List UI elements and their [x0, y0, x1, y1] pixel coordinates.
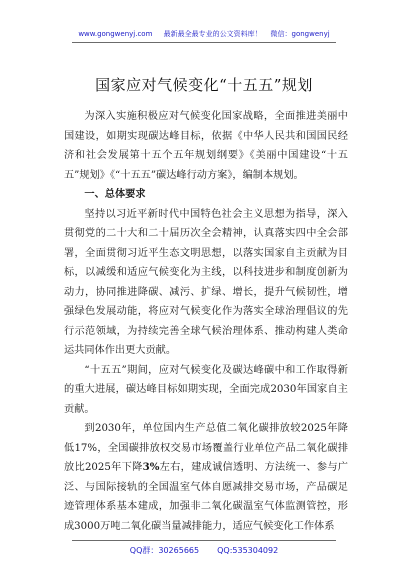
page-header	[0, 30, 408, 39]
document-body	[64, 107, 348, 536]
period-paragraph: “十五五”期间，应对气候变化及碳达峰碳中和工作取得新的重大进展，碳达峰目标如期实现，全面完成2030年国家自主贡献。	[64, 364, 348, 415]
footer-qq-group: QQ群：30265665	[129, 546, 200, 555]
header-sep	[155, 30, 162, 38]
header-sep-2	[264, 30, 268, 38]
section-heading: 一、总体要求	[84, 189, 146, 200]
header-divider	[72, 42, 336, 43]
target-bold-value: 3%	[142, 461, 160, 473]
section-paragraph: 坚持以习近平新时代中国特色社会主义思想为指导，深入贯彻党的二十大和二十届历次全会精神，认真落实四中全会部署，全面贯彻习近平生态文明思想，以落实国家自主贡献为目标，以减缓和适应气候变化为主线，以科技进步和制度创新为动力，协同推进降碳、减污、扩绿、增长，提升气候韧性，增强绿色发展动能，将应对气候变化作为落实全球治理倡议的先行示范领域，为持续完善全球气候治理体系、推动构建人类命运共同体作出更大贡献。	[64, 208, 348, 356]
intro-paragraph: 为深入实施积极应对气候变化国家战略，全面推进美丽中国建设，如期实现碳达峰目标，依据《中华人民共和国国民经济和社会发展第十五个五年规划纲要》《美丽中国建设“十五五”规划》《“十五五”碳达峰行动方案》，编制本规划。	[64, 111, 348, 181]
header-slogan: 最新最全最专业的公文资料库！	[163, 30, 262, 38]
target-paragraph	[64, 419, 348, 536]
footer-divider	[72, 540, 336, 541]
header-wechat: 微信：gongwenyj	[270, 30, 330, 38]
page-footer	[0, 546, 408, 556]
footer-qq-personal: QQ:535304092	[217, 546, 279, 555]
target-text-a: 到2030年，单位国内生产总值二氧化碳排放较2025年降低17%，全国碳排放权交易市场覆盖行业单位产品二氧化碳排放比2025年下降	[64, 423, 348, 473]
header-site-link[interactable]: www.gongwenyj.com	[78, 30, 153, 38]
document-title: 国家应对气候变化“十五五”规划	[95, 76, 313, 94]
target-text-b: 左右，建成诚信透明、方法统一、参与广泛、与国际接轨的全国温室气体自愿减排交易市场，产品碳足迹管理体系基本建成，加强非二氧化碳温室气体监测管控，形成3000万吨二氧化碳当量减排能力，适应气候变化工作体系	[64, 462, 348, 532]
